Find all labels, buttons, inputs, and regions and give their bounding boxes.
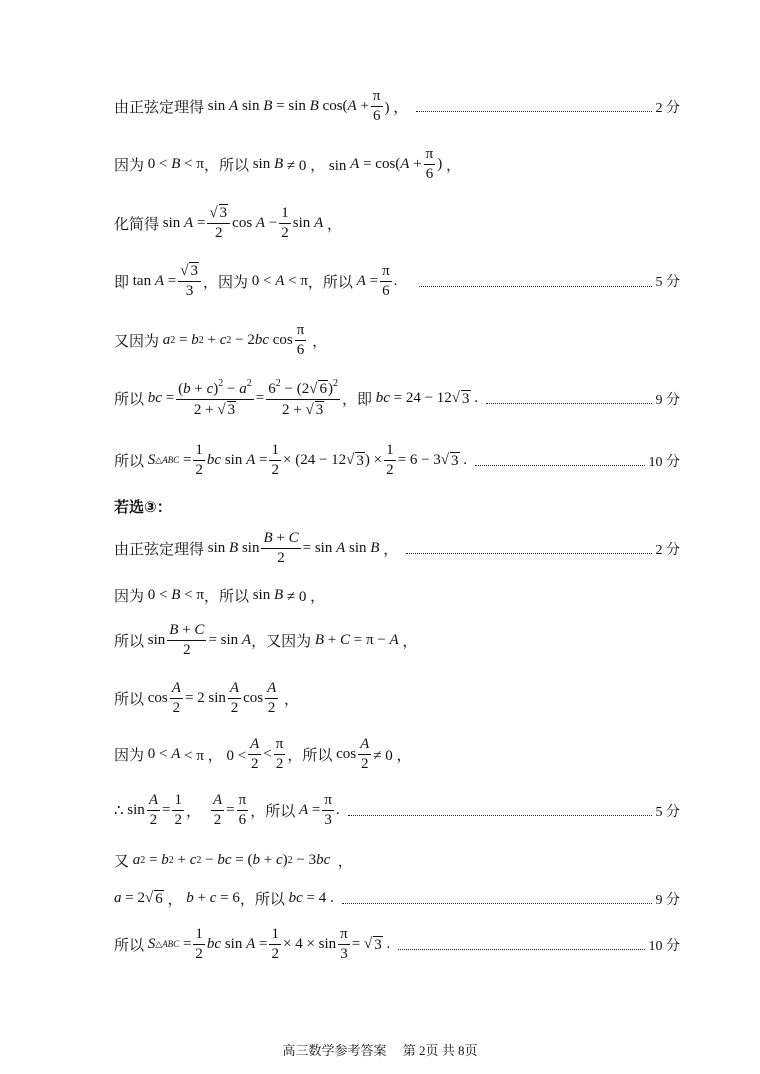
leader-dots: [419, 286, 651, 287]
leader-dots: [416, 111, 651, 112]
solution-line: 又因为 a 2 = b 2 + c 2 − 2 bc cos $\frac{\pi}{6}$ ，: [114, 322, 328, 359]
score: 10 分: [648, 454, 680, 470]
score: 5 分: [655, 275, 680, 291]
solution-line: 所以 bc = $\frac{(b + c)^2 - a^2}{2 + √ 3}$ = $\frac{6^2 - (2√ 6)^2}{2 + √ 3}$ ，即 bc = 24 − 12 √ 3 . 9 分: [114, 378, 680, 419]
leader-dots: [486, 403, 651, 404]
score: 9 分: [655, 892, 680, 908]
solution-line: 所以 S △ABC = $\frac{1}{2}$ bc sin A = $\frac{1}{2}$ × 4 × sin $\frac{\pi}{3}$ = √ 3 . 10 分: [114, 926, 680, 963]
solution-line: 因为 0 < B < π ，所以 sin B ≠ 0 ， sin A = cos( A + $\frac{\pi}{6}$ ) ，: [114, 146, 462, 183]
solution-line: 因为 0 < A < π ， 0 < $\frac{A}{2}$ < $\frac{\pi}{2}$ ，所以 cos $\frac{A}{2}$ ≠ 0 ，: [114, 736, 412, 773]
leader-dots: [475, 465, 644, 466]
score: 2 分: [655, 100, 680, 116]
score: 2 分: [655, 542, 680, 558]
solution-line: 所以 S △ABC = $\frac{1}{2}$ bc sin A = $\frac{1}{2}$ × (24 − 12 √ 3 ) × $\frac{1}{2}$ = 6 − 3 √ 3 . 10 分: [114, 442, 680, 479]
leader-dots: [348, 815, 652, 816]
leader-dots: [406, 553, 651, 554]
solution-line: 所以 sin $\frac{B + C}{2}$ = sin A ，又因为 B + C = π − A ，: [114, 622, 418, 659]
leader-dots: [398, 949, 644, 950]
solution-line: 由正弦定理得 sin B sin $\frac{B + C}{2}$ = sin A sin B ， 2 分: [114, 530, 680, 567]
score: 9 分: [655, 392, 680, 408]
solution-line: 因为 0 < B < π ，所以 sin B ≠ 0 ，: [114, 587, 326, 605]
section-heading: 若选③：: [114, 498, 172, 516]
page-footer: 高三数学参考答案 第 2页 共 8页: [282, 1043, 478, 1058]
solution-line: a = 2 √ 6 ， b + c = 6 ，所以 bc = 4 . 9 分: [114, 890, 680, 908]
score: 5 分: [655, 804, 680, 820]
leader-dots: [342, 903, 652, 904]
solution-line: 化简得 sin A = $\frac{√ 3}{2}$ cos A − $\frac{1}{2}$ sin A ，: [114, 204, 342, 242]
solution-line: 所以 cos $\frac{A}{2}$ = 2 sin $\frac{A}{2}$ cos $\frac{A}{2}$ ，: [114, 680, 300, 717]
score: 10 分: [648, 938, 680, 954]
solution-line: ∴ sin $\frac{A}{2}$ = $\frac{1}{2}$ ， $\frac{A}{2}$ = $\frac{\pi}{6}$ ，所以 A = $\frac{\pi}{3}$ . 5 分: [114, 792, 680, 829]
solution-line: 又 a 2 = b 2 + c 2 − bc = ( b + c ) 2 − 3 bc ，: [114, 852, 353, 870]
solution-line: 由正弦定理得 sin A sin B = sin B cos( A + $\frac{\pi}{6}$ ) ， 2 分: [114, 88, 680, 125]
solution-line: 即 tan A = $\frac{√ 3}{3}$ ，因为 0 < A < π ，所以 A = $\frac{\pi}{6}$ . 5 分: [114, 262, 680, 300]
